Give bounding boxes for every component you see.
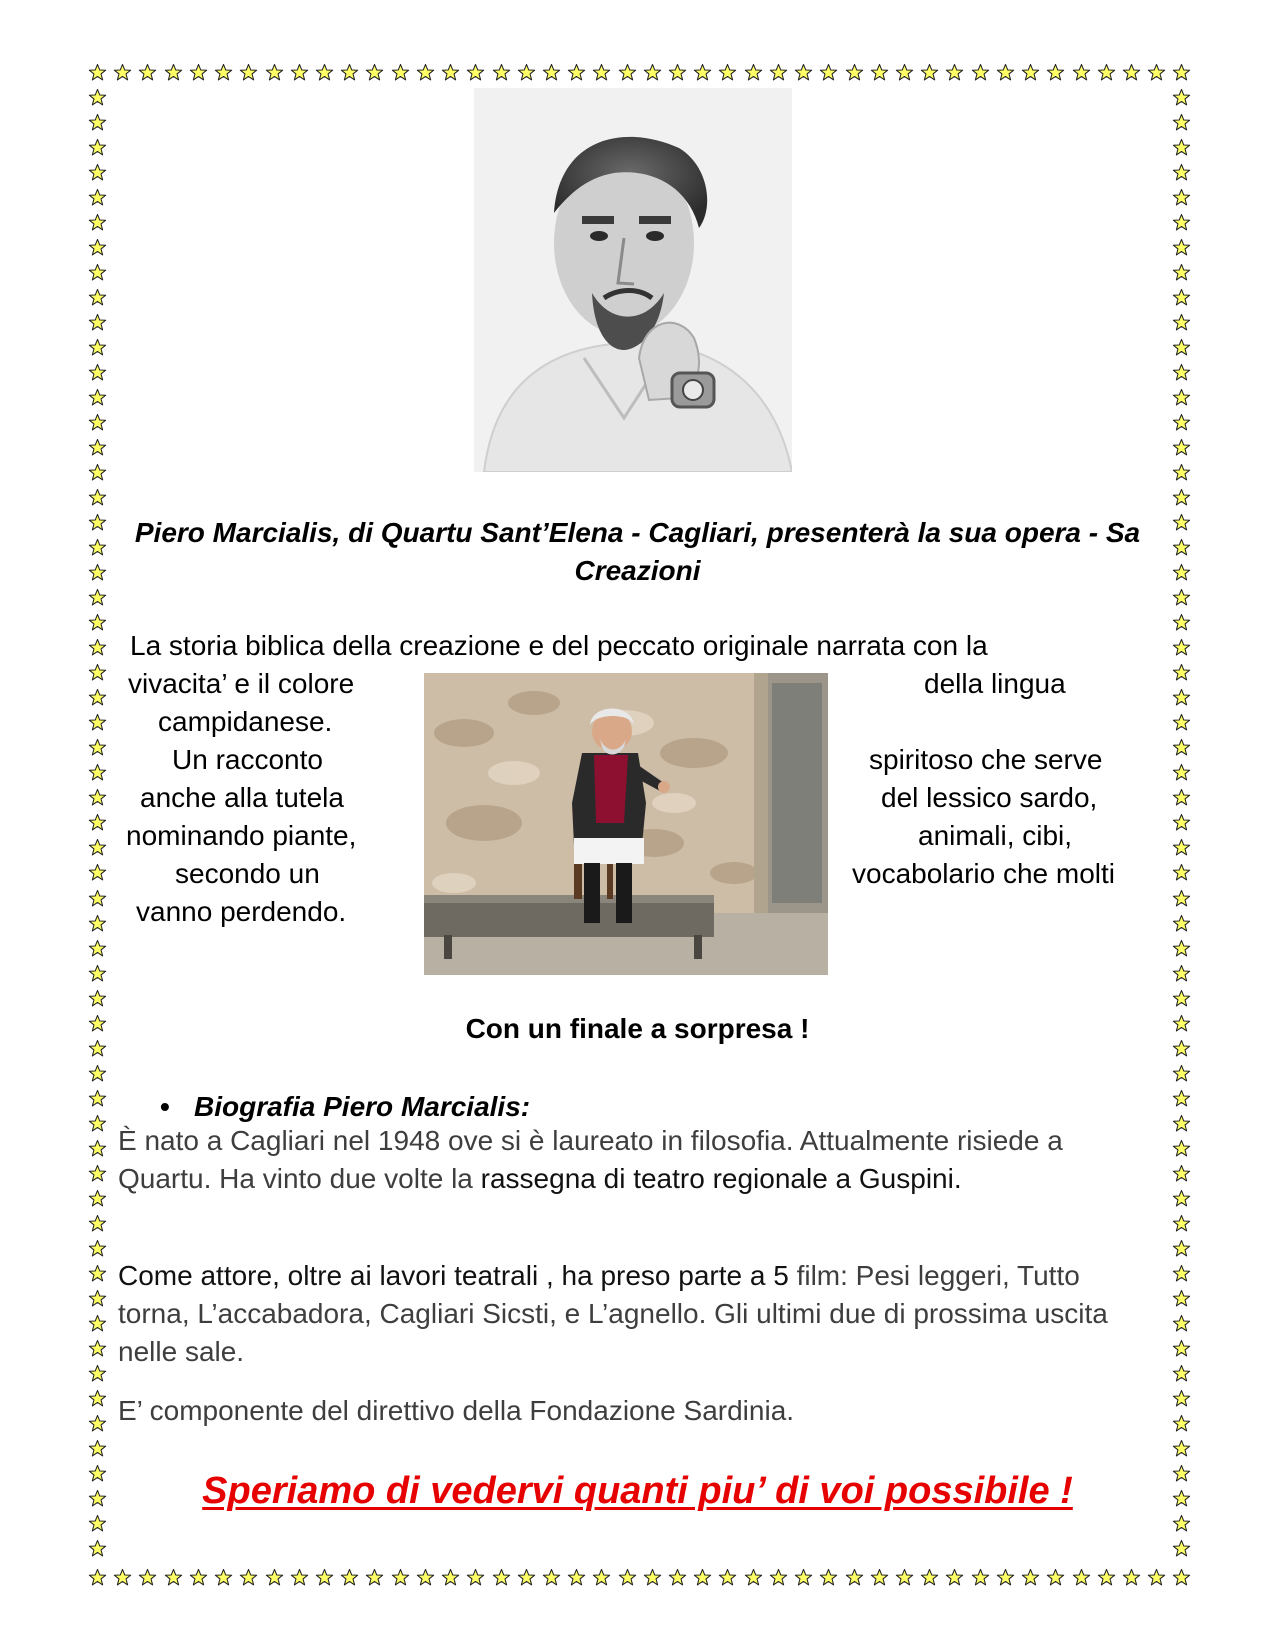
star-icon	[1172, 1364, 1191, 1383]
bio-p1-rassegna: rassegna di teatro regionale a Guspini.	[480, 1163, 962, 1194]
star-icon	[164, 63, 183, 82]
star-icon	[1172, 563, 1191, 582]
star-border-left	[88, 88, 107, 1558]
star-icon	[1172, 738, 1191, 757]
intro-right-2: spiritoso che serve	[869, 744, 1103, 775]
star-icon	[718, 63, 737, 82]
star-icon	[592, 1568, 611, 1587]
star-border-right	[1172, 88, 1191, 1558]
star-icon	[365, 1568, 384, 1587]
star-icon	[794, 1568, 813, 1587]
star-icon	[1147, 1568, 1166, 1587]
star-icon	[769, 63, 788, 82]
star-icon	[189, 1568, 208, 1587]
star-icon	[1172, 1189, 1191, 1208]
star-icon	[1172, 588, 1191, 607]
star-icon	[88, 1514, 107, 1533]
star-icon	[971, 1568, 990, 1587]
star-icon	[1172, 388, 1191, 407]
star-icon	[88, 1289, 107, 1308]
star-icon	[88, 538, 107, 557]
star-icon	[845, 1568, 864, 1587]
star-icon	[88, 388, 107, 407]
bio-p2-film: film	[796, 1260, 841, 1291]
star-icon	[1172, 1089, 1191, 1108]
star-icon	[88, 238, 107, 257]
star-icon	[340, 1568, 359, 1587]
star-icon	[1172, 138, 1191, 157]
closing-message: Speriamo di vedervi quanti piu’ di voi possibile !	[202, 1470, 1073, 1512]
star-icon	[1172, 1439, 1191, 1458]
star-icon	[1172, 763, 1191, 782]
star-icon	[138, 1568, 157, 1587]
star-icon	[1172, 1289, 1191, 1308]
star-icon	[769, 1568, 788, 1587]
star-icon	[1172, 1414, 1191, 1433]
finale-text: Con un finale a sorpresa !	[465, 1013, 810, 1044]
star-icon	[996, 63, 1015, 82]
star-icon	[1147, 63, 1166, 82]
star-icon	[315, 1568, 334, 1587]
star-icon	[88, 138, 107, 157]
star-icon	[88, 1239, 107, 1258]
star-icon	[1172, 288, 1191, 307]
star-icon	[88, 313, 107, 332]
star-icon	[290, 1568, 309, 1587]
star-icon	[1172, 363, 1191, 382]
star-icon	[88, 1314, 107, 1333]
bio-paragraph-2	[118, 1257, 1158, 1371]
intro-left-6: secondo un	[175, 858, 320, 889]
intro-right-4: animali, cibi,	[918, 820, 1073, 851]
star-icon	[1172, 113, 1191, 132]
star-icon	[88, 1189, 107, 1208]
star-icon	[88, 1089, 107, 1108]
star-icon	[1172, 1214, 1191, 1233]
star-icon	[88, 363, 107, 382]
star-icon	[88, 813, 107, 832]
star-icon	[643, 63, 662, 82]
star-icon	[718, 1568, 737, 1587]
star-icon	[693, 1568, 712, 1587]
star-icon	[466, 1568, 485, 1587]
star-icon	[1072, 63, 1091, 82]
star-icon	[1172, 638, 1191, 657]
bullet-icon: •	[160, 1091, 170, 1122]
star-icon	[643, 1568, 662, 1587]
star-icon	[88, 88, 107, 107]
star-icon	[391, 1568, 410, 1587]
star-icon	[416, 1568, 435, 1587]
star-icon	[895, 1568, 914, 1587]
star-icon	[1172, 1314, 1191, 1333]
star-icon	[88, 713, 107, 732]
star-icon	[88, 1539, 107, 1558]
star-icon	[214, 63, 233, 82]
star-icon	[113, 63, 132, 82]
star-icon	[567, 63, 586, 82]
star-icon	[88, 838, 107, 857]
intro-left-4: anche alla tutela	[140, 782, 344, 813]
star-icon	[88, 1568, 107, 1587]
star-icon	[870, 1568, 889, 1587]
star-icon	[492, 63, 511, 82]
star-icon	[1172, 713, 1191, 732]
intro-left-5: nominando piante,	[126, 820, 357, 851]
star-icon	[1172, 1568, 1191, 1587]
star-icon	[1172, 188, 1191, 207]
star-icon	[794, 63, 813, 82]
star-icon	[744, 63, 763, 82]
star-icon	[1172, 914, 1191, 933]
star-icon	[1172, 989, 1191, 1008]
star-icon	[340, 63, 359, 82]
star-icon	[1172, 1539, 1191, 1558]
star-icon	[1172, 663, 1191, 682]
star-icon	[88, 113, 107, 132]
star-icon	[88, 663, 107, 682]
star-icon	[1172, 838, 1191, 857]
star-icon	[88, 1164, 107, 1183]
star-icon	[693, 63, 712, 82]
star-icon	[1172, 889, 1191, 908]
star-icon	[88, 513, 107, 532]
star-icon	[164, 1568, 183, 1587]
star-icon	[88, 463, 107, 482]
star-icon	[88, 1064, 107, 1083]
star-icon	[88, 1364, 107, 1383]
bio-p2-films-list: : Pesi leggeri, Tutto torna, L’accabadora, Cagliari Sicsti, e L’agnello. Gli ultimi due di prossima uscita nelle sale.	[118, 1260, 1108, 1367]
star-icon	[391, 63, 410, 82]
star-icon	[88, 1414, 107, 1433]
star-icon	[1172, 788, 1191, 807]
star-icon	[668, 1568, 687, 1587]
star-icon	[88, 863, 107, 882]
star-icon	[744, 1568, 763, 1587]
star-icon	[88, 889, 107, 908]
star-icon	[1122, 1568, 1141, 1587]
star-icon	[88, 63, 107, 82]
star-icon	[88, 263, 107, 282]
star-icon	[1172, 88, 1191, 107]
star-icon	[1072, 1568, 1091, 1587]
star-icon	[265, 1568, 284, 1587]
star-icon	[1046, 63, 1065, 82]
intro-left-7: vanno perdendo.	[136, 896, 347, 927]
star-icon	[945, 63, 964, 82]
star-icon	[492, 1568, 511, 1587]
star-icon	[668, 63, 687, 82]
star-icon	[1172, 513, 1191, 532]
star-icon	[88, 163, 107, 182]
star-icon	[945, 1568, 964, 1587]
star-icon	[1172, 488, 1191, 507]
bio-heading-text: Biografia Piero Marcialis:	[194, 1091, 531, 1122]
star-icon	[1172, 1339, 1191, 1358]
star-icon	[88, 964, 107, 983]
bio-paragraph-3: E’ componente del direttivo della Fondazione Sardinia.	[118, 1395, 795, 1426]
star-icon	[88, 1114, 107, 1133]
stage-performance-photo	[424, 673, 828, 975]
star-icon	[88, 1214, 107, 1233]
star-icon	[1172, 1114, 1191, 1133]
intro-left-2: campidanese.	[158, 706, 333, 737]
star-icon	[1172, 939, 1191, 958]
star-icon	[214, 1568, 233, 1587]
star-icon	[618, 63, 637, 82]
star-icon	[189, 63, 208, 82]
star-icon	[1172, 1064, 1191, 1083]
star-icon	[1172, 1514, 1191, 1533]
intro-right-5: vocabolario che molti	[852, 858, 1116, 889]
star-icon	[542, 63, 561, 82]
star-icon	[365, 63, 384, 82]
star-icon	[1172, 863, 1191, 882]
star-icon	[88, 588, 107, 607]
star-icon	[1172, 1139, 1191, 1158]
star-icon	[895, 63, 914, 82]
star-icon	[113, 1568, 132, 1587]
star-icon	[1172, 813, 1191, 832]
intro-line-1: La storia biblica della creazione e del peccato originale narrata con la	[130, 630, 988, 661]
star-icon	[88, 288, 107, 307]
star-icon	[88, 989, 107, 1008]
star-icon	[618, 1568, 637, 1587]
star-icon	[88, 488, 107, 507]
star-icon	[819, 1568, 838, 1587]
star-icon	[542, 1568, 561, 1587]
star-icon	[290, 63, 309, 82]
star-icon	[819, 63, 838, 82]
star-icon	[416, 63, 435, 82]
star-icon	[845, 63, 864, 82]
star-icon	[88, 788, 107, 807]
star-icon	[1172, 238, 1191, 257]
star-icon	[88, 939, 107, 958]
star-icon	[1172, 438, 1191, 457]
star-icon	[88, 188, 107, 207]
star-icon	[88, 438, 107, 457]
star-icon	[88, 1389, 107, 1408]
star-icon	[265, 63, 284, 82]
star-icon	[1172, 263, 1191, 282]
intro-right-3: del lessico sardo,	[881, 782, 1098, 813]
star-icon	[1046, 1568, 1065, 1587]
star-icon	[517, 63, 536, 82]
star-icon	[870, 63, 889, 82]
star-icon	[920, 1568, 939, 1587]
star-icon	[971, 63, 990, 82]
intro-left-3: Un racconto	[172, 744, 323, 775]
star-icon	[1172, 1239, 1191, 1258]
star-icon	[466, 63, 485, 82]
star-icon	[88, 763, 107, 782]
star-icon	[1172, 213, 1191, 232]
star-icon	[88, 213, 107, 232]
star-icon	[517, 1568, 536, 1587]
star-icon	[441, 1568, 460, 1587]
star-icon	[88, 613, 107, 632]
star-icon	[88, 738, 107, 757]
bio-p1-text: È nato a Cagliari nel 1948 ove si è laureato in filosofia. Attualmente risiede a Quartu. Ha vinto due volte la	[118, 1125, 1063, 1194]
star-icon	[1172, 163, 1191, 182]
star-icon	[315, 63, 334, 82]
star-icon	[1172, 538, 1191, 557]
star-icon	[1097, 63, 1116, 82]
star-icon	[88, 688, 107, 707]
star-icon	[88, 1264, 107, 1283]
headline: Piero Marcialis, di Quartu Sant’Elena - Cagliari, presenterà la sua opera - Sa Creazioni	[134, 517, 1141, 586]
star-icon	[1172, 338, 1191, 357]
star-icon	[1122, 63, 1141, 82]
star-icon	[1021, 63, 1040, 82]
star-icon	[592, 63, 611, 82]
star-icon	[138, 63, 157, 82]
star-icon	[1172, 688, 1191, 707]
star-icon	[1172, 313, 1191, 332]
bio-p2-text: Come attore, oltre ai lavori teatrali , ha preso parte a 5	[118, 1260, 797, 1291]
star-icon	[1097, 1568, 1116, 1587]
star-icon	[88, 914, 107, 933]
star-border-top	[88, 63, 1192, 82]
star-icon	[88, 638, 107, 657]
star-icon	[567, 1568, 586, 1587]
intro-left-1: vivacita’ e il colore	[128, 668, 355, 699]
star-icon	[1172, 964, 1191, 983]
star-icon	[88, 413, 107, 432]
star-icon	[239, 63, 258, 82]
star-icon	[1172, 1389, 1191, 1408]
star-icon	[1172, 63, 1191, 82]
star-icon	[88, 563, 107, 582]
star-icon	[1172, 1264, 1191, 1283]
star-icon	[1172, 413, 1191, 432]
star-icon	[920, 63, 939, 82]
star-icon	[88, 1439, 107, 1458]
portrait-photo	[474, 88, 792, 472]
bio-heading	[160, 1088, 530, 1126]
bio-paragraph-1	[118, 1122, 1158, 1198]
star-icon	[1172, 463, 1191, 482]
star-icon	[1172, 613, 1191, 632]
star-border-bottom	[88, 1568, 1192, 1587]
star-icon	[996, 1568, 1015, 1587]
star-icon	[88, 338, 107, 357]
star-icon	[239, 1568, 258, 1587]
star-icon	[88, 1139, 107, 1158]
star-icon	[441, 63, 460, 82]
star-icon	[1021, 1568, 1040, 1587]
star-icon	[1172, 1164, 1191, 1183]
intro-right-1: della lingua	[924, 668, 1066, 699]
star-icon	[88, 1339, 107, 1358]
